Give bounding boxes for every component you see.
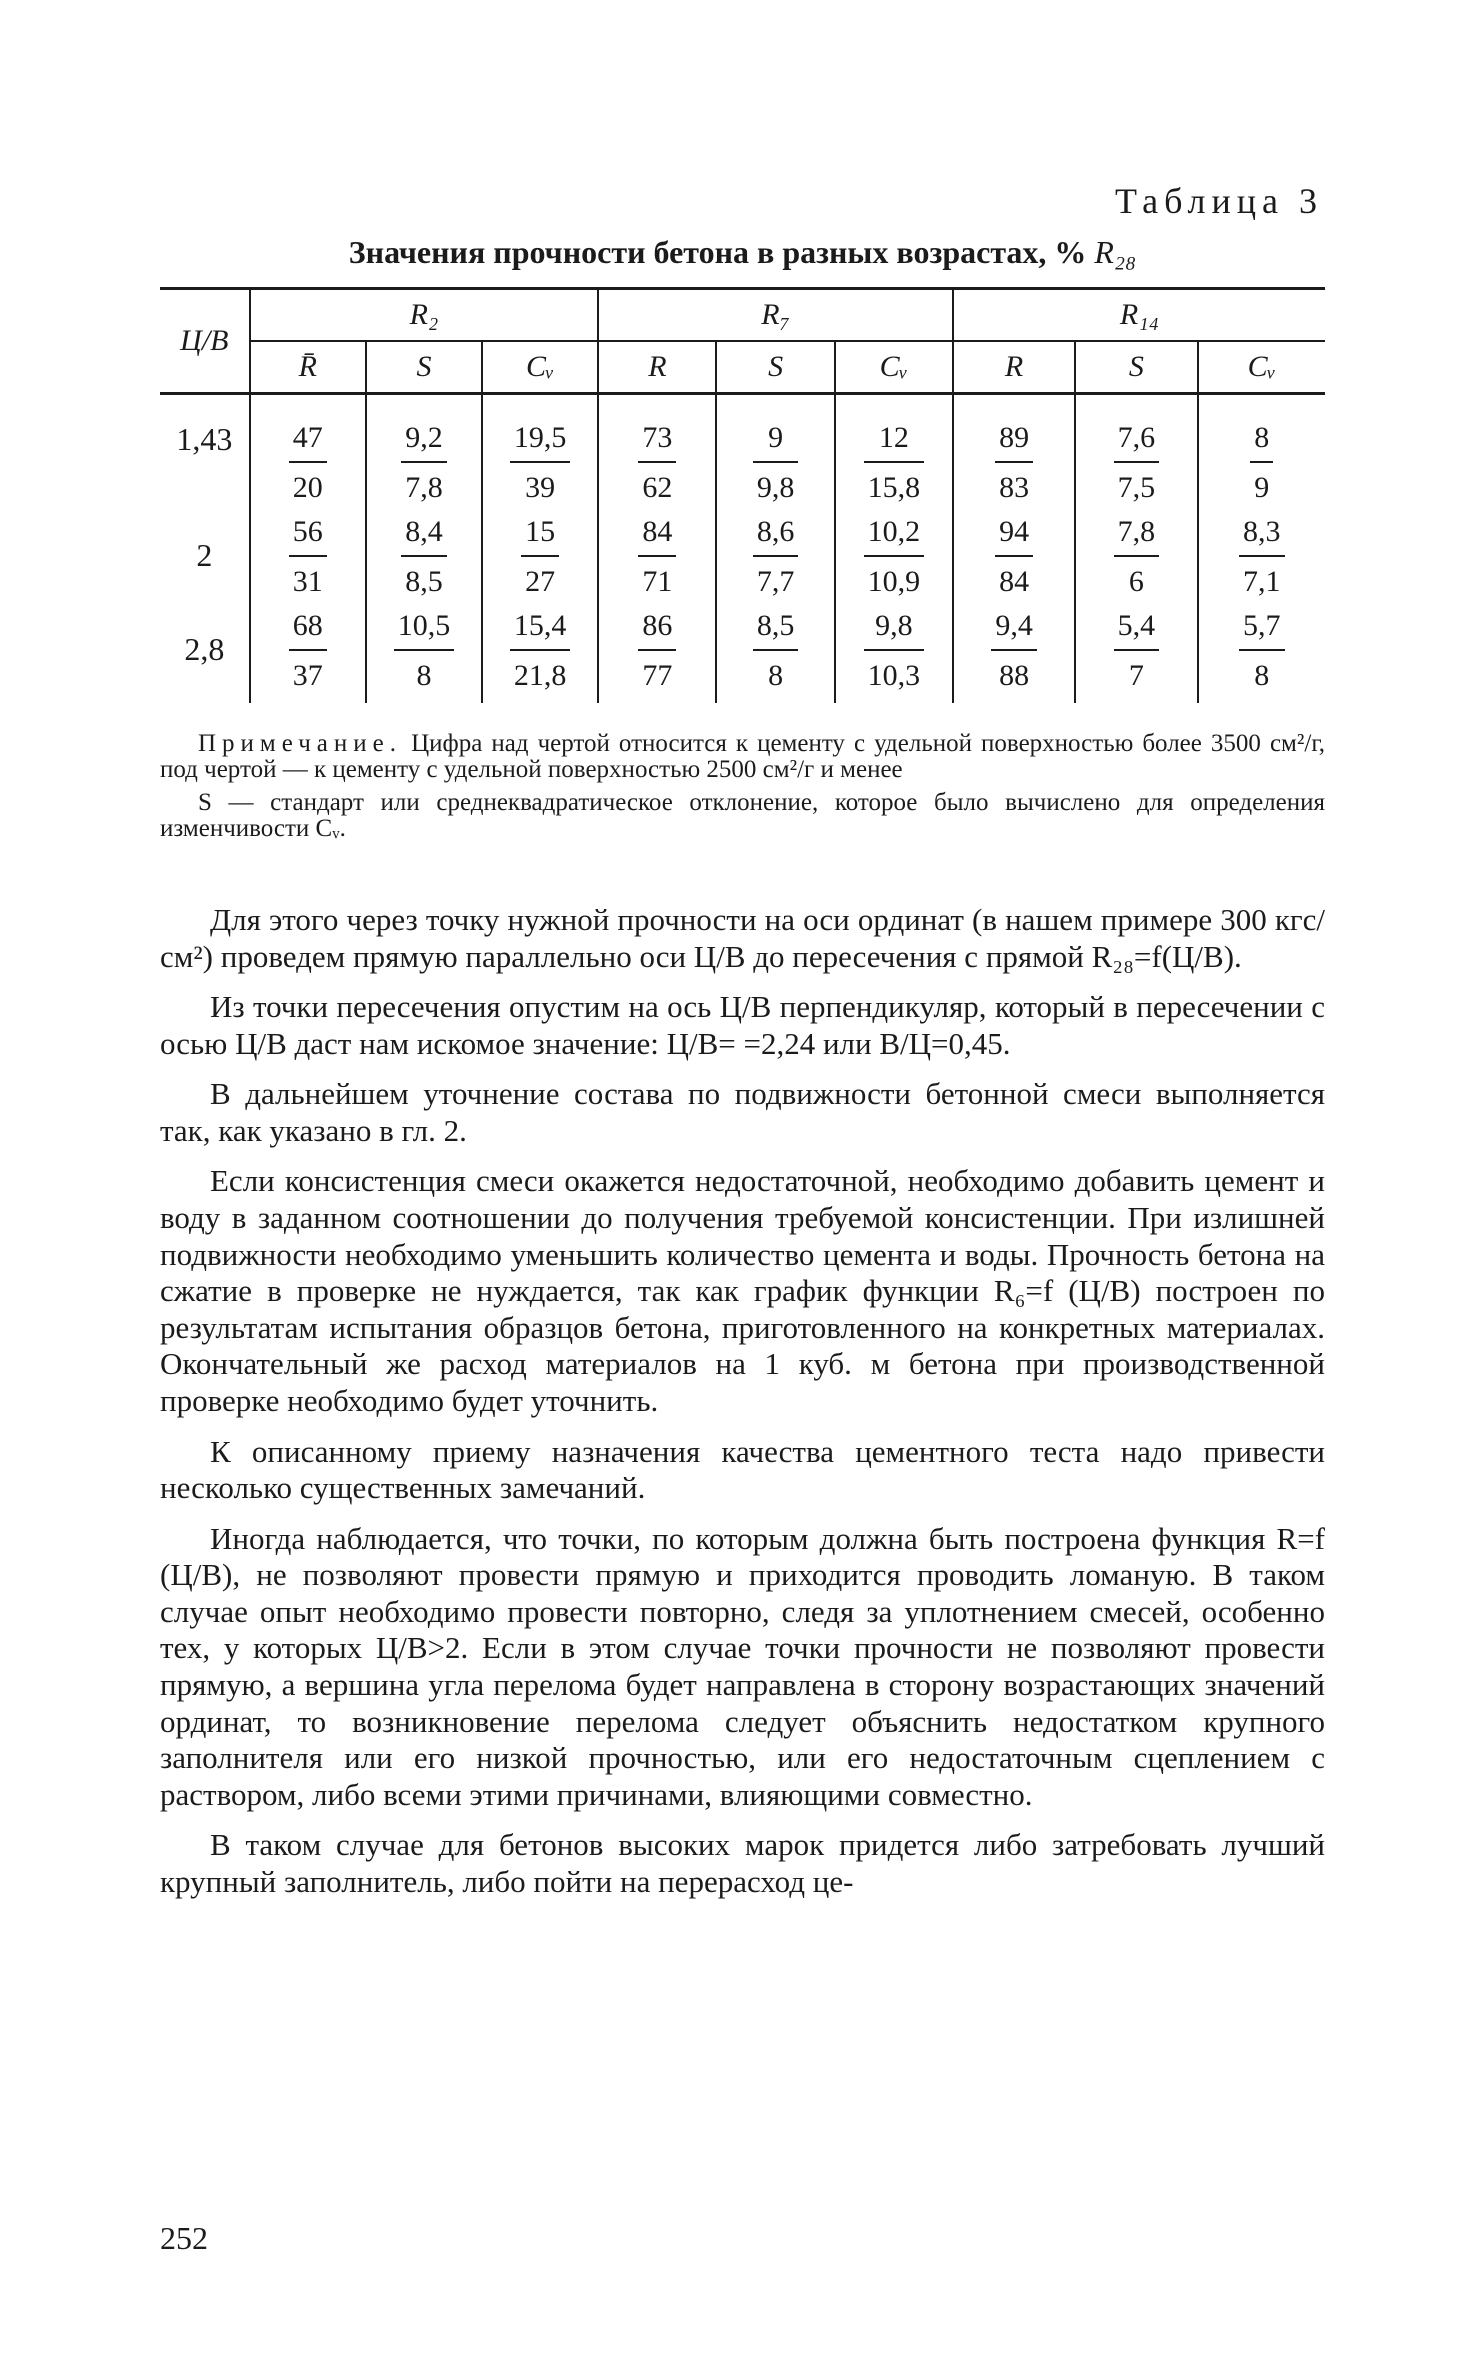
value-above-bar: 94 xyxy=(995,515,1033,557)
sub-header: R̄ xyxy=(250,341,366,394)
table-cell xyxy=(1198,609,1325,703)
fraction xyxy=(289,515,327,609)
fraction xyxy=(991,609,1037,703)
value-above-bar: 5,4 xyxy=(1114,609,1160,651)
sub-header: S xyxy=(366,341,482,394)
table-cell xyxy=(366,394,482,516)
value-above-bar: 68 xyxy=(289,609,327,651)
table-cell xyxy=(366,515,482,609)
value-below-bar: 7 xyxy=(1128,659,1144,692)
paragraph: Для этого через точку нужной прочности на оси ординат (в нашем примере 300 кгс/см²) проведем прямую параллельно оси Ц/В до пересечения с прямой R₂₈=f(Ц/В). xyxy=(160,902,1325,974)
value-above-bar: 84 xyxy=(638,515,676,557)
fraction xyxy=(638,609,676,703)
table-body xyxy=(160,394,1325,704)
table-cell xyxy=(1075,515,1197,609)
table-cell xyxy=(953,394,1075,516)
table-label: Таблица 3 xyxy=(1115,181,1323,221)
value-below-bar: 20 xyxy=(292,471,323,504)
value-below-bar: 71 xyxy=(642,565,673,598)
table-cell xyxy=(835,394,953,516)
fraction xyxy=(1239,515,1285,609)
row-label: 2,8 xyxy=(184,631,225,667)
table-cell xyxy=(835,515,953,609)
fraction xyxy=(510,421,571,515)
value-below-bar: 6 xyxy=(1128,565,1144,598)
value-below-bar: 7,8 xyxy=(405,471,443,504)
paragraph: В таком случае для бетонов высоких марок придется либо затребовать лучший крупный заполнитель, либо пойти на перерасход це- xyxy=(160,1827,1325,1899)
value-above-bar: 56 xyxy=(289,515,327,557)
value-below-bar: 83 xyxy=(999,471,1030,504)
fraction xyxy=(638,421,676,515)
fraction xyxy=(1114,421,1160,515)
value-below-bar: 7,7 xyxy=(756,565,795,598)
fraction xyxy=(289,609,327,703)
value-above-bar: 73 xyxy=(638,421,676,463)
value-above-bar: 5,7 xyxy=(1239,609,1285,651)
sub-header: S xyxy=(1075,341,1197,394)
table-title-text: Значения прочности бетона в разных возрастах, % xyxy=(348,234,1087,270)
note-paragraph xyxy=(160,731,1325,784)
value-above-bar: 10,2 xyxy=(864,515,925,557)
value-above-bar: 7,8 xyxy=(1114,515,1160,557)
fraction xyxy=(864,609,925,703)
paragraph: Иногда наблюдается, что точки, по которым должна быть построена функция R=f (Ц/В), не позволяют провести прямую и приходится проводить ломаную. В таком случае опыт необходимо провести повторно, следя за уплотнением смесей, особенно тех, у которых Ц/В>2. Если в этом случае точки прочности не позволяют провести прямую, а вершина угла перелома будет направлена в сторону возрастающих значений ординат, то возникновение перелома следует объяснить недостатком крупного заполнителя или его низкой прочностью, или его недостаточным сцеплением с раствором, либо всеми этими причинами, влияющими совместно. xyxy=(160,1520,1325,1812)
paragraph: Если консистенция смеси окажется недостаточной, необходимо добавить цемент и воду в заданном соотношении до получения требуемой консистенции. При излишней подвижности необходимо уменьшить количество цемента и воды. Прочность бетона на сжатие в проверке не нуждается, так как график функции R₆=f (Ц/В) построен по результатам испытания образцов бетона, приготовленного на конкретных материалах. Окончательный же расход материалов на 1 куб. м бетона при производственной проверке необходимо будет уточнить. xyxy=(160,1163,1325,1418)
fraction xyxy=(1250,421,1273,515)
value-below-bar: 10,9 xyxy=(867,565,921,598)
fraction xyxy=(289,421,327,515)
sub-header: Cᵥ xyxy=(1198,341,1325,394)
fraction xyxy=(401,515,447,609)
group-header-r2: R₂ xyxy=(250,289,599,342)
table-cell xyxy=(598,515,716,609)
value-below-bar: 31 xyxy=(292,565,323,598)
table-cell xyxy=(953,515,1075,609)
table-cell xyxy=(1198,394,1325,516)
value-below-bar: 62 xyxy=(642,471,673,504)
fraction xyxy=(1239,609,1285,703)
fraction xyxy=(995,515,1033,609)
value-above-bar: 9,4 xyxy=(991,609,1037,651)
fraction xyxy=(864,515,925,609)
fraction xyxy=(864,421,925,515)
fraction xyxy=(1114,609,1160,703)
group-header-r14: R₁₄ xyxy=(953,289,1325,342)
table-cell xyxy=(1075,609,1197,703)
strength-table xyxy=(160,287,1325,703)
value-above-bar: 9,8 xyxy=(864,609,925,651)
table-note xyxy=(160,731,1325,842)
value-below-bar: 15,8 xyxy=(867,471,921,504)
fraction xyxy=(510,609,571,703)
value-above-bar: 8,4 xyxy=(401,515,447,557)
value-below-bar: 8 xyxy=(416,659,432,692)
value-above-bar: 15 xyxy=(521,515,559,557)
value-above-bar: 8,6 xyxy=(753,515,799,557)
sub-header: R xyxy=(953,341,1075,394)
sub-header: S xyxy=(716,341,834,394)
value-above-bar: 47 xyxy=(289,421,327,463)
row-header: Ц/В xyxy=(160,289,250,394)
table-cell xyxy=(598,609,716,703)
value-below-bar: 39 xyxy=(525,471,556,504)
table-cell xyxy=(482,394,598,516)
value-above-bar: 86 xyxy=(638,609,676,651)
fraction xyxy=(1114,515,1160,609)
table-cell xyxy=(598,394,716,516)
table-cell xyxy=(250,394,366,516)
fraction xyxy=(753,421,799,515)
value-above-bar: 89 xyxy=(995,421,1033,463)
sub-header: R xyxy=(598,341,716,394)
fraction xyxy=(401,421,447,515)
table-title-symbol: R₂₈ xyxy=(1094,234,1137,270)
fraction xyxy=(995,421,1033,515)
group-header-r7: R₇ xyxy=(598,289,953,342)
fraction xyxy=(394,609,455,703)
value-below-bar: 88 xyxy=(999,659,1030,692)
table-cell xyxy=(482,609,598,703)
value-above-bar: 10,5 xyxy=(394,609,455,651)
table-cell xyxy=(482,515,598,609)
page xyxy=(160,180,1325,1914)
value-above-bar: 15,4 xyxy=(510,609,571,651)
paragraph: Из точки пересечения опустим на ось Ц/В перпендикуляр, который в пересечении с осью Ц/В даст нам искомое значение: Ц/В= =2,24 или В/Ц=0,45. xyxy=(160,989,1325,1061)
note-text: Цифра над чертой относится к цементу с удельной поверхностью более 3500 см²/г, под чертой — к цементу с удельной поверхностью 2500 см²/г и менее xyxy=(160,730,1326,784)
value-above-bar: 19,5 xyxy=(510,421,571,463)
table-cell xyxy=(835,609,953,703)
value-below-bar: 10,3 xyxy=(867,659,921,692)
note-paragraph: S — стандарт или среднеквадратическое отклонение, которое было вычислено для определения изменчивости Cᵥ. xyxy=(160,788,1325,842)
table-cell xyxy=(953,609,1075,703)
value-below-bar: 9 xyxy=(1254,471,1270,504)
paragraph: К описанному приему назначения качества цементного теста надо привести несколько существенных замечаний. xyxy=(160,1433,1325,1506)
table-title xyxy=(160,234,1325,271)
page-number: 252 xyxy=(160,2220,208,2256)
value-below-bar: 7,1 xyxy=(1243,565,1281,598)
table-cell xyxy=(250,609,366,703)
value-below-bar: 37 xyxy=(292,659,323,692)
row-label: 2 xyxy=(196,537,213,573)
value-below-bar: 8 xyxy=(1254,659,1270,692)
value-below-bar: 27 xyxy=(525,565,556,598)
table-cell xyxy=(1075,394,1197,516)
table-cell xyxy=(250,515,366,609)
table-row xyxy=(160,515,1325,609)
table-row xyxy=(160,394,1325,516)
value-above-bar: 7,6 xyxy=(1114,421,1160,463)
value-below-bar: 21,8 xyxy=(513,659,567,692)
value-above-bar: 8 xyxy=(1250,421,1273,463)
note-lead: Примечание. xyxy=(198,730,403,757)
table-cell xyxy=(1198,515,1325,609)
value-below-bar: 7,5 xyxy=(1117,471,1156,504)
value-below-bar: 9,8 xyxy=(756,471,795,504)
value-above-bar: 9 xyxy=(753,421,799,463)
table-cell xyxy=(716,394,834,516)
value-above-bar: 9,2 xyxy=(401,421,447,463)
value-above-bar: 12 xyxy=(864,421,925,463)
paragraph: В дальнейшем уточнение состава по подвижности бетонной смеси выполняется так, как указано в гл. 2. xyxy=(160,1076,1325,1148)
fraction xyxy=(521,515,559,609)
fraction xyxy=(753,515,799,609)
row-label: 1,43 xyxy=(176,421,233,457)
value-above-bar: 8,5 xyxy=(753,609,799,651)
sub-header: Cᵥ xyxy=(482,341,598,394)
table-cell xyxy=(716,609,834,703)
value-below-bar: 84 xyxy=(999,565,1030,598)
value-below-bar: 8,5 xyxy=(405,565,443,598)
sub-header: Cᵥ xyxy=(835,341,953,394)
fraction xyxy=(638,515,676,609)
value-below-bar: 77 xyxy=(642,659,673,692)
value-below-bar: 8 xyxy=(768,659,784,692)
value-above-bar: 8,3 xyxy=(1239,515,1285,557)
fraction xyxy=(753,609,799,703)
table-cell xyxy=(366,609,482,703)
table-row xyxy=(160,609,1325,703)
table-cell xyxy=(716,515,834,609)
body-text xyxy=(160,902,1325,1900)
